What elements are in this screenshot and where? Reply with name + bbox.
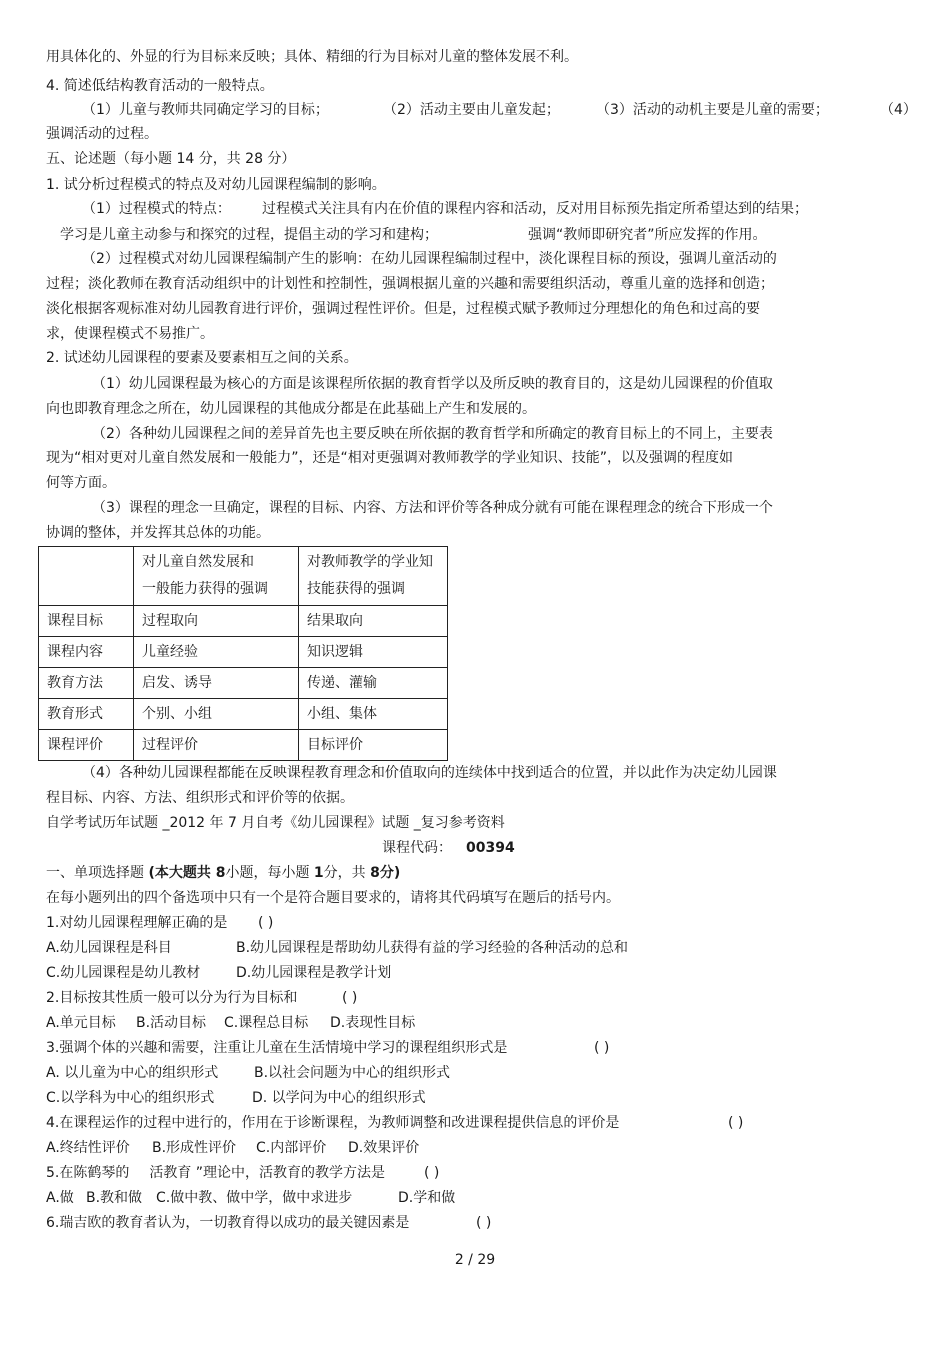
table-cell: 知识逻辑 — [299, 637, 448, 668]
continuation-line: 用具体化的、外显的行为目标来反映；具体、精细的行为目标对儿童的整体发展不利。 — [46, 49, 578, 65]
header-line: 对儿童自然发展和 — [142, 554, 254, 570]
essay-q1-line2b: 强调“教师即研究者”所应发挥的作用。 — [528, 227, 767, 243]
table-header-cell — [39, 547, 134, 606]
question-2-paren: ( ) — [342, 990, 358, 1006]
table-cell: 儿童经验 — [134, 637, 299, 668]
question-4-option-a[interactable]: A.终结性评价 — [46, 1140, 130, 1156]
q4-point-4-text: 强调活动的过程。 — [46, 126, 158, 142]
question-2-option-b[interactable]: B.活动目标 — [136, 1015, 207, 1031]
question-1-paren: ( ) — [258, 915, 274, 931]
q4-point-4-label: （4） — [880, 102, 917, 118]
question-4-option-c[interactable]: C.内部评价 — [256, 1140, 327, 1156]
question-4-option-d[interactable]: D.效果评价 — [348, 1140, 420, 1156]
question-2-stem: 2.目标按其性质一般可以分为行为目标和 — [46, 990, 298, 1006]
question-2-option-c[interactable]: C.课程总目标 — [224, 1015, 309, 1031]
question-2-option-a[interactable]: A.单元目标 — [46, 1015, 116, 1031]
table-cell: 教育方法 — [39, 668, 134, 699]
essay-q1-line5: 淡化根据客观标准对幼儿园教育进行评价，强调过程性评价。但是，过程模式赋予教师过分理想化的角色和过高的要 — [46, 301, 760, 317]
page-number: 2 / 29 — [454, 1252, 496, 1268]
table-cell: 个别、小组 — [134, 699, 299, 730]
essay-q2-p4b: 程目标、内容、方法、组织形式和评价等的依据。 — [46, 790, 354, 806]
question-1-option-b[interactable]: B.幼儿园课程是帮助幼儿获得有益的学习经验的各种活动的总和 — [236, 940, 629, 956]
table-cell: 传递、灌输 — [299, 668, 448, 699]
section-1-count: (本大题共 8 — [148, 865, 226, 881]
essay-q2-p3b: 协调的整体，并发挥其总体的功能。 — [46, 525, 270, 541]
section-1-total: 8 — [370, 865, 380, 881]
question-3-paren: ( ) — [594, 1040, 610, 1056]
table-header-cell — [299, 547, 448, 606]
question-6-paren: ( ) — [476, 1215, 492, 1231]
table-header-row — [39, 547, 448, 606]
essay-q2-p1a: （1）幼儿园课程最为核心的方面是该课程所依据的教育哲学以及所反映的教育目的，这是幼儿园课程的价值取 — [92, 376, 773, 392]
q4-point-1: （1）儿童与教师共同确定学习的目标； — [82, 102, 329, 118]
question-2-option-d[interactable]: D.表现性目标 — [330, 1015, 416, 1031]
table-cell: 结果取向 — [299, 606, 448, 637]
table-cell: 课程评价 — [39, 730, 134, 761]
exam-header: 自学考试历年试题 _2012 年 7 月自考《幼儿园课程》试题 _复习参考资料 — [46, 815, 505, 831]
exam-instruction: 在每小题列出的四个备选项中只有一个是符合题目要求的，请将其代码填写在题后的括号内。 — [46, 890, 620, 906]
table-header-cell — [134, 547, 299, 606]
question-3-option-b[interactable]: B.以社会问题为中心的组织形式 — [254, 1065, 451, 1081]
question-4-paren: ( ) — [728, 1115, 744, 1131]
essay-q1-title: 1. 试分析过程模式的特点及对幼儿园课程编制的影响。 — [46, 177, 386, 193]
question-5-option-b[interactable]: B.教和做 — [86, 1190, 143, 1206]
question-1-option-d[interactable]: D.幼儿园课程是教学计划 — [236, 965, 392, 981]
essay-q2-p2a: （2）各种幼儿园课程之间的差异首先也主要反映在所依据的教育哲学和所确定的教育目标上的不同上，主要表 — [92, 426, 773, 442]
essay-q1-line6: 求，使课程模式不易推广。 — [46, 326, 214, 342]
section-1-label: 一、单项选择题 — [46, 865, 149, 881]
table-cell: 目标评价 — [299, 730, 448, 761]
question-4-stem: 4.在课程运作的过程中进行的，作用在于诊断课程，为教师调整和改进课程提供信息的评价是 — [46, 1115, 620, 1131]
table-cell: 过程取向 — [134, 606, 299, 637]
section-1-text2: 分，共 — [323, 865, 371, 881]
header-line: 技能获得的强调 — [307, 581, 405, 597]
essay-q2-p2b: 现为“相对更对儿童自然发展和一般能力”，还是“相对更强调对教师教学的学业知识、技能”，以及强调的程度如 — [46, 450, 734, 466]
question-5-paren: ( ) — [424, 1165, 440, 1181]
course-code-line — [382, 839, 515, 857]
header-line: 一般能力获得的强调 — [142, 581, 268, 597]
table-cell: 课程目标 — [39, 606, 134, 637]
question-4-option-b[interactable]: B.形成性评价 — [152, 1140, 237, 1156]
essay-q2-p2c: 何等方面。 — [46, 475, 116, 491]
table-cell: 课程内容 — [39, 637, 134, 668]
essay-q1-line4: 过程；淡化教师在教育活动组织中的计划性和控制性，强调根据儿童的兴趣和需要组织活动，尊重儿童的选择和创造； — [46, 276, 774, 292]
table-cell: 启发、诱导 — [134, 668, 299, 699]
question-5-stem-part: 5.在陈鹤琴的 — [46, 1165, 130, 1181]
table-row — [39, 668, 448, 699]
question-5-option-a[interactable]: A.做 — [46, 1190, 74, 1206]
question-3-stem: 3.强调个体的兴趣和需要，注重让儿童在生活情境中学习的课程组织形式是 — [46, 1040, 508, 1056]
question-5-stem — [46, 1164, 385, 1182]
essay-q2-title: 2. 试述幼儿园课程的要素及要素相互之间的关系。 — [46, 350, 358, 366]
question-5-stem-part: 活教育 ”理论中，活教育的教学方法是 — [149, 1165, 386, 1181]
question-3-option-a[interactable]: A. 以儿童为中心的组织形式 — [46, 1065, 219, 1081]
section-1-title — [46, 864, 400, 882]
table-row — [39, 606, 448, 637]
essay-q1-line1-text: 过程模式关注具有内在价值的课程内容和活动，反对用目标预先指定所希望达到的结果； — [262, 201, 808, 217]
question-5-option-d[interactable]: D.学和做 — [398, 1190, 456, 1206]
essay-q1-line2a: 学习是儿童主动参与和探究的过程，提倡主动的学习和建构； — [60, 227, 438, 243]
table-row — [39, 699, 448, 730]
essay-q2-p3a: （3）课程的理念一旦确定，课程的目标、内容、方法和评价等各种成分就有可能在课程理念的统合下形成一个 — [92, 500, 773, 516]
question-1-stem: 1.对幼儿园课程理解正确的是 — [46, 915, 228, 931]
section-1-score: 1 — [313, 865, 324, 881]
question-1-option-a[interactable]: A.幼儿园课程是科目 — [46, 940, 172, 956]
course-code-label: 课程代码： — [382, 840, 452, 856]
section-5-title: 五、论述题（每小题 14 分，共 28 分） — [46, 151, 296, 167]
table-row — [39, 637, 448, 668]
q4-title: 4. 简述低结构教育活动的一般特点。 — [46, 78, 274, 94]
essay-q1-line3: （2）过程模式对幼儿园课程编制产生的影响：在幼儿园课程编制过程中，淡化课程目标的预设，强调儿童活动的 — [82, 251, 777, 267]
section-1-text: 小题，每小题 — [225, 865, 314, 881]
table-cell: 小组、集体 — [299, 699, 448, 730]
table-cell: 过程评价 — [134, 730, 299, 761]
q4-point-3: （3）活动的动机主要是儿童的需要； — [596, 102, 829, 118]
question-6-stem: 6.瑞吉欧的教育者认为，一切教育得以成功的最关键因素是 — [46, 1215, 410, 1231]
essay-q2-p4a: （4）各种幼儿园课程都能在反映课程教育理念和价值取向的连续体中找到适合的位置，并以此作为决定幼儿园课 — [82, 765, 777, 781]
curriculum-comparison-table — [38, 546, 448, 761]
question-3-option-d[interactable]: D. 以学问为中心的组织形式 — [252, 1090, 426, 1106]
question-5-option-c[interactable]: C.做中教、做中学，做中求进步 — [156, 1190, 353, 1206]
course-code-value: 00394 — [466, 840, 515, 856]
essay-q2-p1b: 向也即教育理念之所在，幼儿园课程的其他成分都是在此基础上产生和发展的。 — [46, 401, 536, 417]
question-3-option-c[interactable]: C.以学科为中心的组织形式 — [46, 1090, 215, 1106]
section-1-end: 分) — [379, 865, 401, 881]
header-line: 对教师教学的学业知 — [307, 554, 433, 570]
essay-q1-line1-label: （1）过程模式的特点： — [82, 201, 231, 217]
table-row — [39, 730, 448, 761]
question-1-option-c[interactable]: C.幼儿园课程是幼儿教材 — [46, 965, 201, 981]
table-cell: 教育形式 — [39, 699, 134, 730]
q4-point-2: （2）活动主要由儿童发起； — [383, 102, 560, 118]
